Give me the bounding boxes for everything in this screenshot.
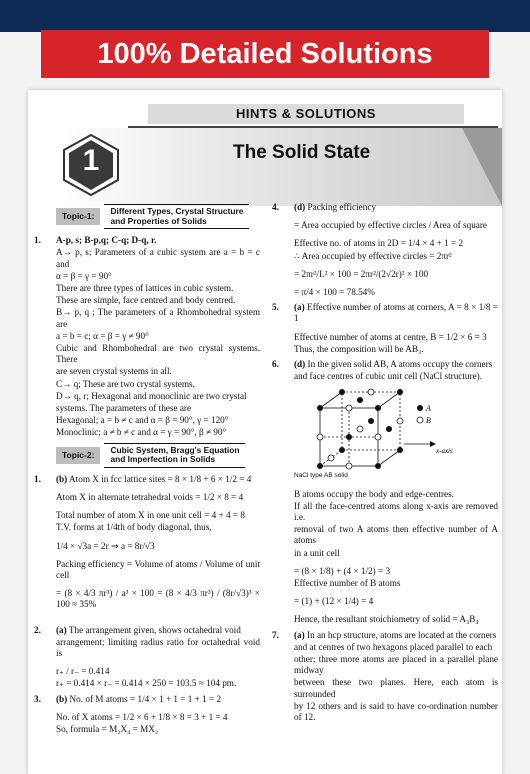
x-axis-label: x-axis: [436, 447, 453, 456]
answer-3: [34, 694, 260, 737]
equation-line: Atom X in alternate tetrahedral voids = 1/2 × 8 = 4: [56, 492, 244, 503]
text-line: and at centres of two hexagons placed parallel to each: [294, 641, 493, 652]
topic-title-line: and Imperfection in Solids: [110, 454, 216, 465]
equation-line: = (1) + (12 × 1/4) = 4: [294, 596, 374, 607]
topic-title: [104, 443, 245, 468]
answer-number: 7.: [272, 629, 279, 640]
figure-caption: NaCl type AB solid: [294, 472, 348, 480]
text-line: D→ q, r; Hexagonal and monoclinic are two crystal: [56, 390, 247, 401]
text-line: Hence, the resultant stoichiometry of solid = A₃B₄: [294, 614, 479, 625]
text-line: These are simple, face centred and body centred.: [56, 295, 236, 306]
text-line: Monoclinic; a ≠ b ≠ c and α = γ = 90°, β ≠ 90°: [56, 427, 227, 438]
legend-a-marker: [417, 405, 423, 411]
answer-option: (a): [56, 624, 67, 635]
answer-option: (b): [56, 473, 68, 484]
text-line: Cubic and Rhombohedral are two crystal systems. There: [56, 343, 260, 365]
text-line: B atoms occupy the body and edge-centres.: [294, 488, 454, 499]
equation-line: Effective no. of atoms in 2D = 1/4 × 4 + 1 = 2: [294, 238, 464, 249]
text-line: C→ q; These are two crystal systems.: [56, 378, 195, 389]
chapter-title: The Solid State: [233, 142, 371, 163]
text-line: B→ p, q ; The parameters of a Rhombohedral system are: [56, 307, 260, 329]
navy-strip: [0, 0, 530, 32]
nacl-unit-cell-diagram: [312, 386, 462, 470]
text-line: A→ p, s; Parameters of a cubic system are a = b = c and: [56, 247, 260, 269]
text-line: Thus, the composition will be AB₃.: [294, 343, 424, 354]
equation-line: = π/4 × 100 = 78.54%: [294, 287, 375, 298]
equation-line: = 2πr²/L² × 100 = 2πr²/(2√2r)² × 100: [294, 268, 429, 279]
right-column: [272, 202, 498, 727]
answer-option: (a): [294, 629, 305, 640]
answer-number: 3.: [34, 693, 41, 704]
equation-line: So, formula = M₂X₄ = MX₂: [56, 724, 159, 735]
text-line: Effective number of B atoms: [294, 578, 401, 589]
answer-number: 6.: [272, 359, 279, 370]
equation-line: = (8 × 1/8) + (4 × 1/2) = 3: [294, 565, 391, 576]
answer-1b: [34, 474, 260, 622]
text-line: Total number of atom X in one unit cell = 4 + 4 = 8: [56, 510, 245, 521]
text-line: removal of two A atoms then effective number of A atoms: [294, 524, 498, 546]
answer-number: 1.: [34, 473, 41, 484]
answer-number: 1.: [34, 235, 41, 246]
answer-number: 4.: [272, 202, 279, 212]
topic-title-line: and Properties of Solids: [110, 215, 207, 226]
answer-option: (d): [294, 202, 306, 212]
answer-1a: [34, 235, 260, 439]
topic-2-header: [34, 443, 260, 468]
answer-2: [34, 625, 260, 691]
text-line: In an hcp structure, atoms are located at the corners: [307, 629, 497, 640]
topic-title-line: Different Types, Crystal Structure: [110, 206, 244, 216]
topic-tag: Topic-2:: [56, 447, 100, 464]
answer-5: [272, 302, 498, 356]
text-line: Hexagonal; a = b ≠ c and α = β = 90°, γ = 120°: [56, 415, 229, 426]
answer-heading: A-p, s; B-p,q; C-q; D-q, r.: [56, 235, 157, 246]
equation-line: r₊ = 0.414 × r₋ = 0.414 × 250 = 103.5 ≈ 104 pm.: [56, 678, 237, 689]
text-line: Packing efficiency: [307, 202, 376, 212]
chapter-number: 1: [82, 144, 100, 177]
answer-option: (b): [56, 693, 68, 704]
answer-number: 2.: [34, 624, 41, 635]
text-line: in a unit cell: [294, 547, 340, 558]
book-page: [28, 90, 502, 774]
text-line: a = b = c; α = β = γ ≠ 90°: [56, 330, 149, 341]
text-line: and face centres of cubic unit cell (NaCl structure).: [294, 371, 483, 382]
chapter-band: [58, 128, 502, 206]
answer-option: (a): [294, 302, 305, 313]
answer-option: (d): [294, 359, 306, 370]
equation-line: 1/4 × √3a = 2r ⇒ a = 8r/√3: [56, 540, 155, 551]
answer-number: 5.: [272, 302, 279, 313]
text-line: other; three more atoms are placed in a parallel plane midway: [294, 654, 498, 676]
equation-line: Atom X in fcc lattice sites = 8 × 1/8 + 6 × 1/2 = 4: [69, 473, 252, 484]
text-line: arrangement; limiting radius ratio for octahedral void is: [56, 636, 260, 659]
equation-line: Effective number of atoms at centre, B = 1/2 × 6 = 3: [294, 331, 487, 342]
text-line: systems. The parameters of these are: [56, 403, 192, 414]
topic-title: [104, 204, 249, 229]
equation-line: No. of M atoms = 1/4 × 1 + 1 = 1 + 1 = 2: [69, 693, 222, 704]
text-line: between these two planes. Here, each atom is surrounded: [294, 677, 498, 699]
text-line: There are three types of lattices in cubic system.: [56, 283, 234, 293]
equation-line: Effective number of atoms at corners, A = 8 × 1/8 = 1: [294, 302, 499, 324]
topic-title-line: Cubic System, Bragg's Equation: [110, 444, 240, 455]
answer-4: [272, 202, 498, 299]
equation-line: ∴ Area occupied by effective circles = 2πr²: [294, 250, 452, 261]
equation-line: r₊ / r₋ = 0.414: [56, 666, 110, 677]
text-line: are seven crystal systems in all.: [56, 366, 172, 377]
text-line: The arrangement given, shows octahedral void: [68, 624, 241, 635]
text-line: In the given solid AB, A atoms occupy the corners: [307, 359, 493, 370]
legend-a-label: A: [426, 404, 431, 414]
legend-b-marker: [417, 417, 423, 423]
equation-line: = Area occupied by effective circles / Area of square: [294, 220, 488, 231]
left-column: [34, 202, 260, 739]
topic-tag: Topic-1:: [56, 208, 100, 225]
equation-line: Packing efficiency = Volume of atoms / Volume of unit cell: [56, 558, 260, 581]
legend-b-label: B: [426, 416, 431, 426]
text-line: If all the face-centred atoms along x-axis are removed i.e.: [294, 500, 498, 523]
equation-line: = (8 × 4/3 πr³) / a³ × 100 = (8 × 4/3 πr³) / (8r/√3)³ × 100 ≈ 35%: [56, 588, 260, 610]
title-banner: 100% Detailed Solutions: [41, 30, 489, 78]
topic-1-header: [34, 204, 260, 229]
answer-7: [272, 630, 498, 725]
text-line: T.V. forms at 1/4th of body diagonal, thus,: [56, 522, 212, 533]
hints-heading: HINTS & SOLUTIONS: [148, 104, 464, 124]
answer-6: [272, 359, 498, 627]
text-line: by 12 others and is said to have co-ordination number of 12.: [294, 700, 498, 723]
text-line: α = β = γ = 90°: [56, 270, 112, 281]
equation-line: No. of X atoms = 1/2 × 6 + 1/8 × 8 = 3 + 1 = 4: [56, 711, 228, 722]
